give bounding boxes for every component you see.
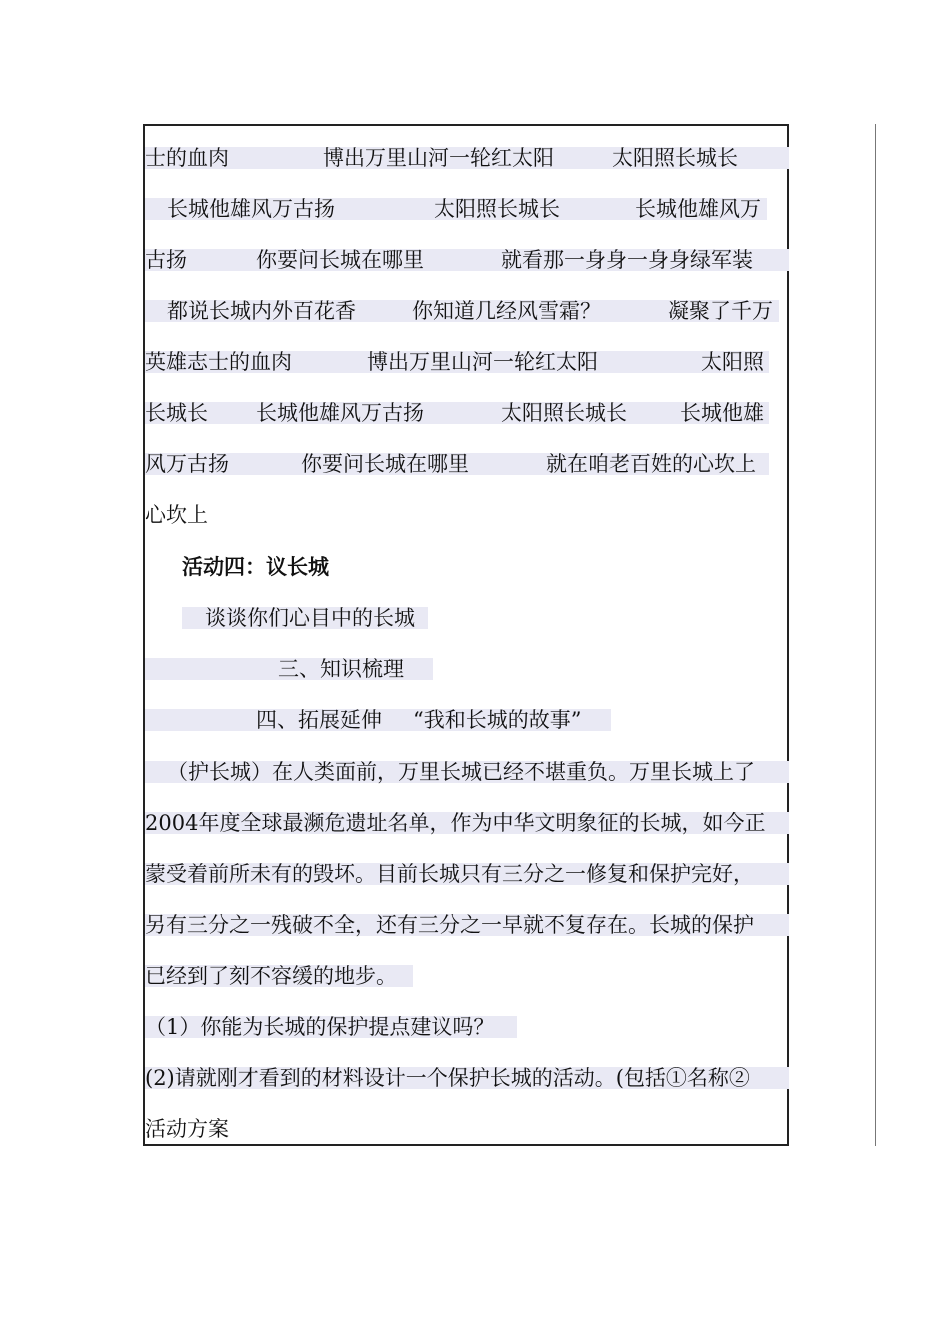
lyric-segment: 博出万里山河一轮红太阳 [367, 350, 598, 374]
lyric-segment: 你要问长城在哪里 [256, 248, 424, 272]
lyric-segment: 古扬 [145, 248, 187, 272]
paragraph-text: 另有三分之一残破不全，还有三分之一早就不复存在。长城的保护 [145, 913, 754, 937]
lyric-segment: 博出万里山河一轮红太阳 [323, 146, 554, 170]
lyrics-line-7 [145, 449, 789, 479]
lyric-segment: 太阳照长城长 [434, 197, 560, 221]
question-text: （1）你能为长城的保护提点建议吗？ [145, 1015, 495, 1039]
lyric-segment: 就看那一身身一身身绿军装 [501, 248, 753, 272]
section-title-text: 三、知识梳理 [278, 657, 404, 681]
question-2 [145, 1063, 789, 1093]
paragraph-line [145, 808, 789, 838]
lyric-segment: 你要问长城在哪里 [301, 452, 469, 476]
lyric-segment: 长城他雄风万 [635, 197, 761, 221]
document-frame [143, 124, 789, 1146]
lyric-segment: 都说长城内外百花香 [167, 299, 356, 323]
page-margin-rule [875, 124, 876, 1146]
lyric-segment: 凝聚了千万 [668, 299, 773, 323]
lyric-segment: 心坎上 [145, 503, 208, 527]
activity-heading-text: 活动四：议长城 [182, 554, 329, 579]
lyric-segment: 长城他雄风万古扬 [256, 401, 424, 425]
question-text: (2)请就刚才看到的材料设计一个保护长城的活动。(包括①名称② [145, 1066, 750, 1090]
paragraph-line [145, 757, 789, 787]
lyrics-line-4 [145, 296, 789, 326]
paragraph-line [145, 910, 789, 940]
lyric-segment: 长城他雄风万古扬 [167, 197, 335, 221]
lyrics-line-1 [145, 143, 789, 173]
paragraph-text: 蒙受着前所未有的毁坏。目前长城只有三分之一修复和保护完好， [145, 862, 754, 886]
lyric-segment: 你知道几经风雪霜？ [412, 299, 601, 323]
section-title-text: 四、拓展延伸 [256, 708, 382, 732]
lyric-segment: 士的血肉 [145, 146, 229, 170]
lyric-segment: 长城他雄 [680, 401, 764, 425]
lyrics-line-5 [145, 347, 789, 377]
question-text: 活动方案 [145, 1117, 229, 1141]
lyrics-line-2 [145, 194, 789, 224]
lyric-segment: 太阳照 [701, 350, 764, 374]
paragraph-text: （护长城）在人类面前，万里长城已经不堪重负。万里长城上了 [167, 760, 755, 784]
paragraph-line [145, 859, 789, 889]
lyric-segment: 太阳照长城长 [612, 146, 738, 170]
section-subtitle-text: “我和长城的故事” [413, 708, 582, 732]
paragraph-text: 已经到了刻不容缓的地步。 [145, 964, 397, 988]
lyrics-line-3 [145, 245, 789, 275]
lyric-segment: 就在咱老百姓的心坎上 [546, 452, 756, 476]
lyric-segment: 太阳照长城长 [501, 401, 627, 425]
lyric-segment: 长城长 [145, 401, 208, 425]
activity-prompt-text: 谈谈你们心目中的长城 [205, 606, 415, 630]
lyric-segment: 英雄志士的血肉 [145, 350, 292, 374]
lyrics-line-6 [145, 398, 789, 428]
lyric-segment: 风万古扬 [145, 452, 229, 476]
text-highlight [145, 402, 769, 424]
paragraph-text: 2004年度全球最濒危遗址名单，作为中华文明象征的长城，如今正 [145, 811, 766, 835]
